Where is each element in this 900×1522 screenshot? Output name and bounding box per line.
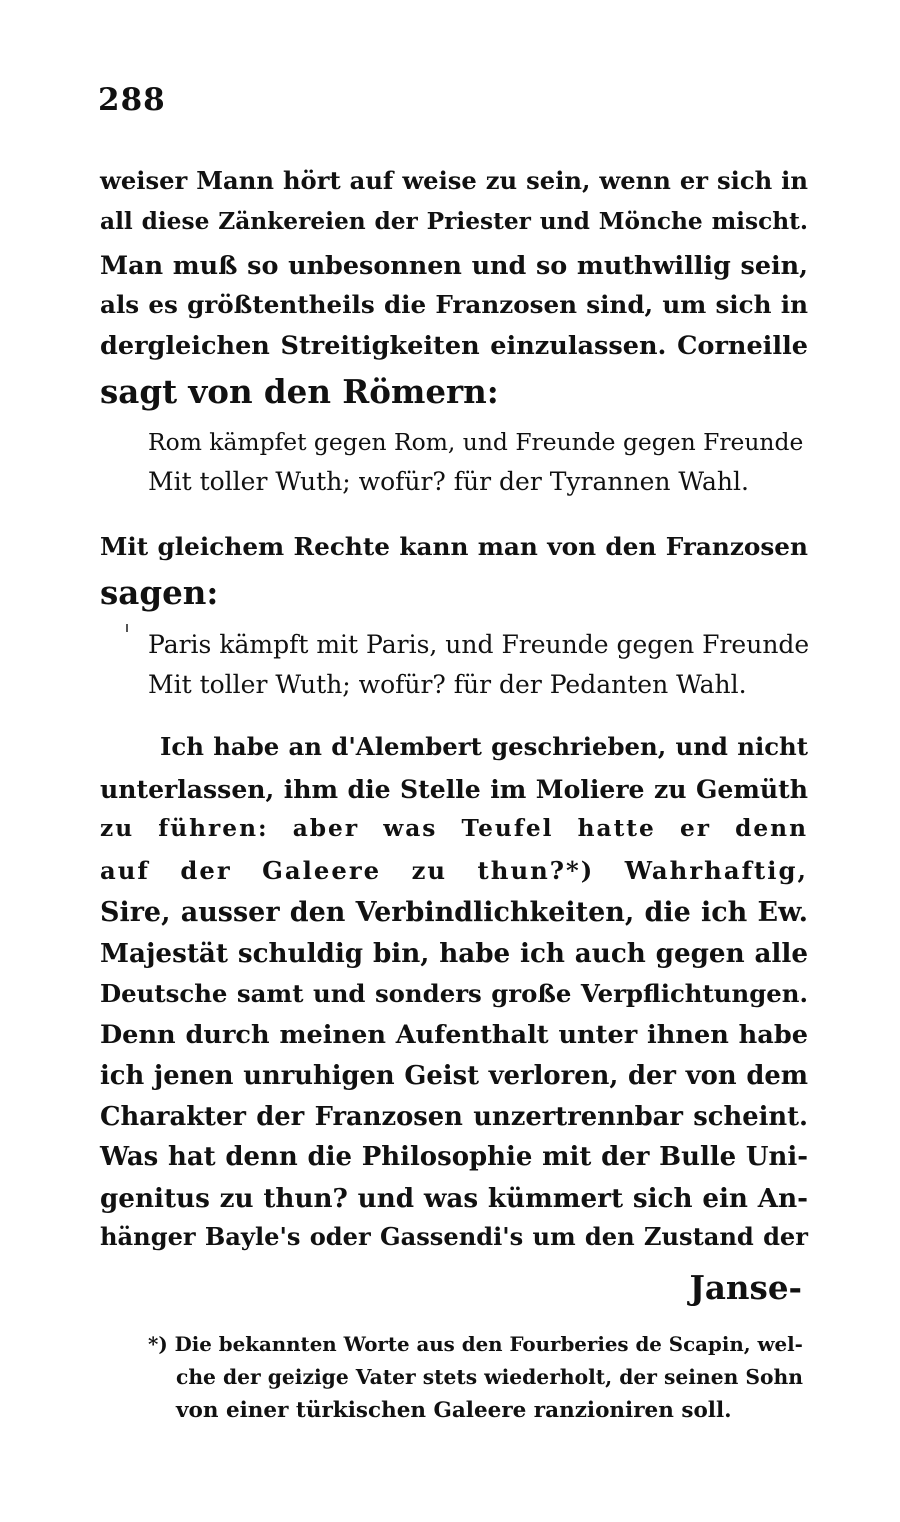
verse-line: Mit toller Wuth; wofür? für der Tyrannen Wahl. xyxy=(148,467,749,496)
text-line: auf der Galeere zu thun?*) Wahrhaftig, xyxy=(100,856,808,885)
text-line: sagt von den Römern: xyxy=(100,372,499,411)
verse-line: Rom kämpfet gegen Rom, und Freunde gegen Freunde xyxy=(148,428,804,456)
text-line: genitus zu thun? und was kümmert sich ein An- xyxy=(100,1183,808,1214)
text-line: weiser Mann hört auf weise zu sein, wenn er sich in xyxy=(100,166,808,195)
text-line: Was hat denn die Philosophie mit der Bulle Uni- xyxy=(100,1142,808,1172)
text-line: Ich habe an d'Alembert geschrieben, und nicht xyxy=(160,732,808,761)
text-line: zu führen: aber was Teufel hatte er denn xyxy=(100,815,808,842)
footnote-line: che der geizige Vater stets wiederholt, der seinen Sohn xyxy=(176,1365,803,1389)
text-line: unterlassen, ihm die Stelle im Moliere zu Gemüth xyxy=(100,774,808,804)
catchword: Janse- xyxy=(689,1268,802,1307)
text-line: ich jenen unruhigen Geist verloren, der von dem xyxy=(100,1061,808,1091)
verse-line: Mit toller Wuth; wofür? für der Pedanten Wahl. xyxy=(148,670,747,699)
verse-line: Paris kämpft mit Paris, und Freunde gegen Freunde xyxy=(148,630,810,659)
print-speck xyxy=(126,624,128,632)
text-line: hänger Bayle's oder Gassendi's um den Zustand der xyxy=(100,1222,808,1251)
text-line: sagen: xyxy=(100,573,219,612)
text-line: Man muß so unbesonnen und so muthwillig sein, xyxy=(100,250,808,280)
text-line: Denn durch meinen Aufenthalt unter ihnen habe xyxy=(100,1020,808,1050)
text-line: Charakter der Franzosen unzertrennbar scheint. xyxy=(100,1102,808,1132)
text-line: Majestät schuldig bin, habe ich auch gegen alle xyxy=(100,938,808,969)
footnote-line: *) Die bekannten Worte aus den Fourberies de Scapin, wel- xyxy=(148,1332,803,1356)
page-number: 288 xyxy=(98,82,166,118)
text-line: Sire, ausser den Verbindlichkeiten, die ich Ew. xyxy=(100,897,808,928)
text-line: Deutsche samt und sonders große Verpflichtungen. xyxy=(100,979,808,1008)
footnote-line: von einer türkischen Galeere ranzioniren soll. xyxy=(176,1398,732,1423)
text-line: all diese Zänkereien der Priester und Mönche mischt. xyxy=(100,208,808,235)
text-line: dergleichen Streitigkeiten einzulassen. Corneille xyxy=(100,331,808,361)
text-line: Mit gleichem Rechte kann man von den Franzosen xyxy=(100,532,808,561)
text-line: als es größtentheils die Franzosen sind, um sich in xyxy=(100,290,808,319)
